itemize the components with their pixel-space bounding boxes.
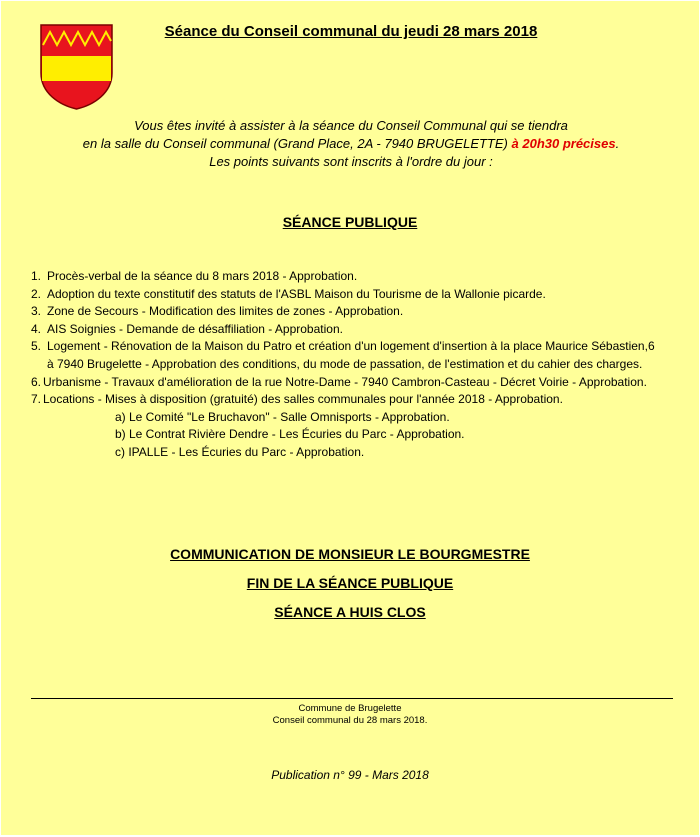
agenda-item-text: Zone de Secours - Modification des limites de zones - Approbation. <box>47 304 404 319</box>
footer-council-date: Conseil communal du 28 mars 2018. <box>272 715 428 726</box>
communication-heading: COMMUNICATION DE MONSIEUR LE BOURGMESTRE <box>170 546 530 562</box>
agenda-list <box>31 268 656 462</box>
document-page <box>1 1 699 835</box>
agenda-item-number: 4. <box>31 321 42 336</box>
agenda-item <box>31 338 656 373</box>
end-public-session-heading: FIN DE LA SÉANCE PUBLIQUE <box>246 575 454 591</box>
agenda-item-number: 1. <box>31 269 42 283</box>
footer-divider <box>31 698 673 699</box>
agenda-item-text: AIS Soignies - Demande de désaffiliation - Approbation. <box>47 321 343 336</box>
agenda-item-number: 3. <box>31 304 42 319</box>
invitation-line-2 <box>41 135 661 153</box>
invitation-period: . <box>615 136 620 151</box>
agenda-item-number: 5. <box>31 339 42 354</box>
invitation-text <box>41 117 661 171</box>
public-session-heading: SÉANCE PUBLIQUE <box>282 214 418 230</box>
invitation-line-1: Vous êtes invité à assister à la séance du Conseil Communal qui se tiendra <box>134 118 568 133</box>
invitation-time: à 20h30 précises <box>511 136 616 151</box>
publication-number: Publication n° 99 - Mars 2018 <box>271 768 429 782</box>
agenda-item-number: 6. <box>31 374 42 389</box>
agenda-sub-item: b) Le Contrat Rivière Dendre - Les Écuries du Parc - Approbation. <box>115 427 465 442</box>
page-title: Séance du Conseil communal du jeudi 28 mars 2018 <box>164 23 538 40</box>
agenda-item <box>31 303 656 321</box>
agenda-item-text: Procès-verbal de la séance du 8 mars 2018 - Approbation. <box>47 269 358 283</box>
agenda-item-number: 2. <box>31 286 42 301</box>
agenda-item <box>31 268 656 286</box>
commune-crest-icon <box>39 23 114 111</box>
agenda-item-text: Logement - Rénovation de la Maison du Patro et création d'un logement d'insertion à la place Maurice Sébastien,6 à 7940 Brugelette - Approbation des conditions, du mode de passation, de l'estimation et du cahier des charges. <box>47 339 655 371</box>
agenda-item <box>31 321 656 339</box>
agenda-item-text: Adoption du texte constitutif des statuts de l'ASBL Maison du Tourisme de la Wallonie picarde. <box>47 286 546 301</box>
agenda-item-number: 7. <box>31 392 42 407</box>
agenda-item <box>31 391 656 409</box>
invitation-line-3: Les points suivants sont inscrits à l'ordre du jour : <box>209 154 493 169</box>
agenda-item <box>31 286 656 304</box>
footer-commune: Commune de Brugelette <box>298 703 402 714</box>
invitation-location: en la salle du Conseil communal (Grand Place, 2A - 7940 BRUGELETTE) <box>82 136 508 151</box>
agenda-item-text: Urbanisme - Travaux d'amélioration de la rue Notre-Dame - 7940 Cambron-Casteau - Décret Voirie - Approbation. <box>43 374 647 389</box>
agenda-sub-item: c) IPALLE - Les Écuries du Parc - Approbation. <box>115 444 365 459</box>
closed-session-heading: SÉANCE A HUIS CLOS <box>274 604 426 620</box>
agenda-item <box>31 374 656 392</box>
agenda-sub-item: a) Le Comité "Le Bruchavon" - Salle Omnisports - Approbation. <box>115 409 450 424</box>
agenda-item-text: Locations - Mises à disposition (gratuité) des salles communales pour l'année 2018 - Approbation. <box>43 392 563 407</box>
